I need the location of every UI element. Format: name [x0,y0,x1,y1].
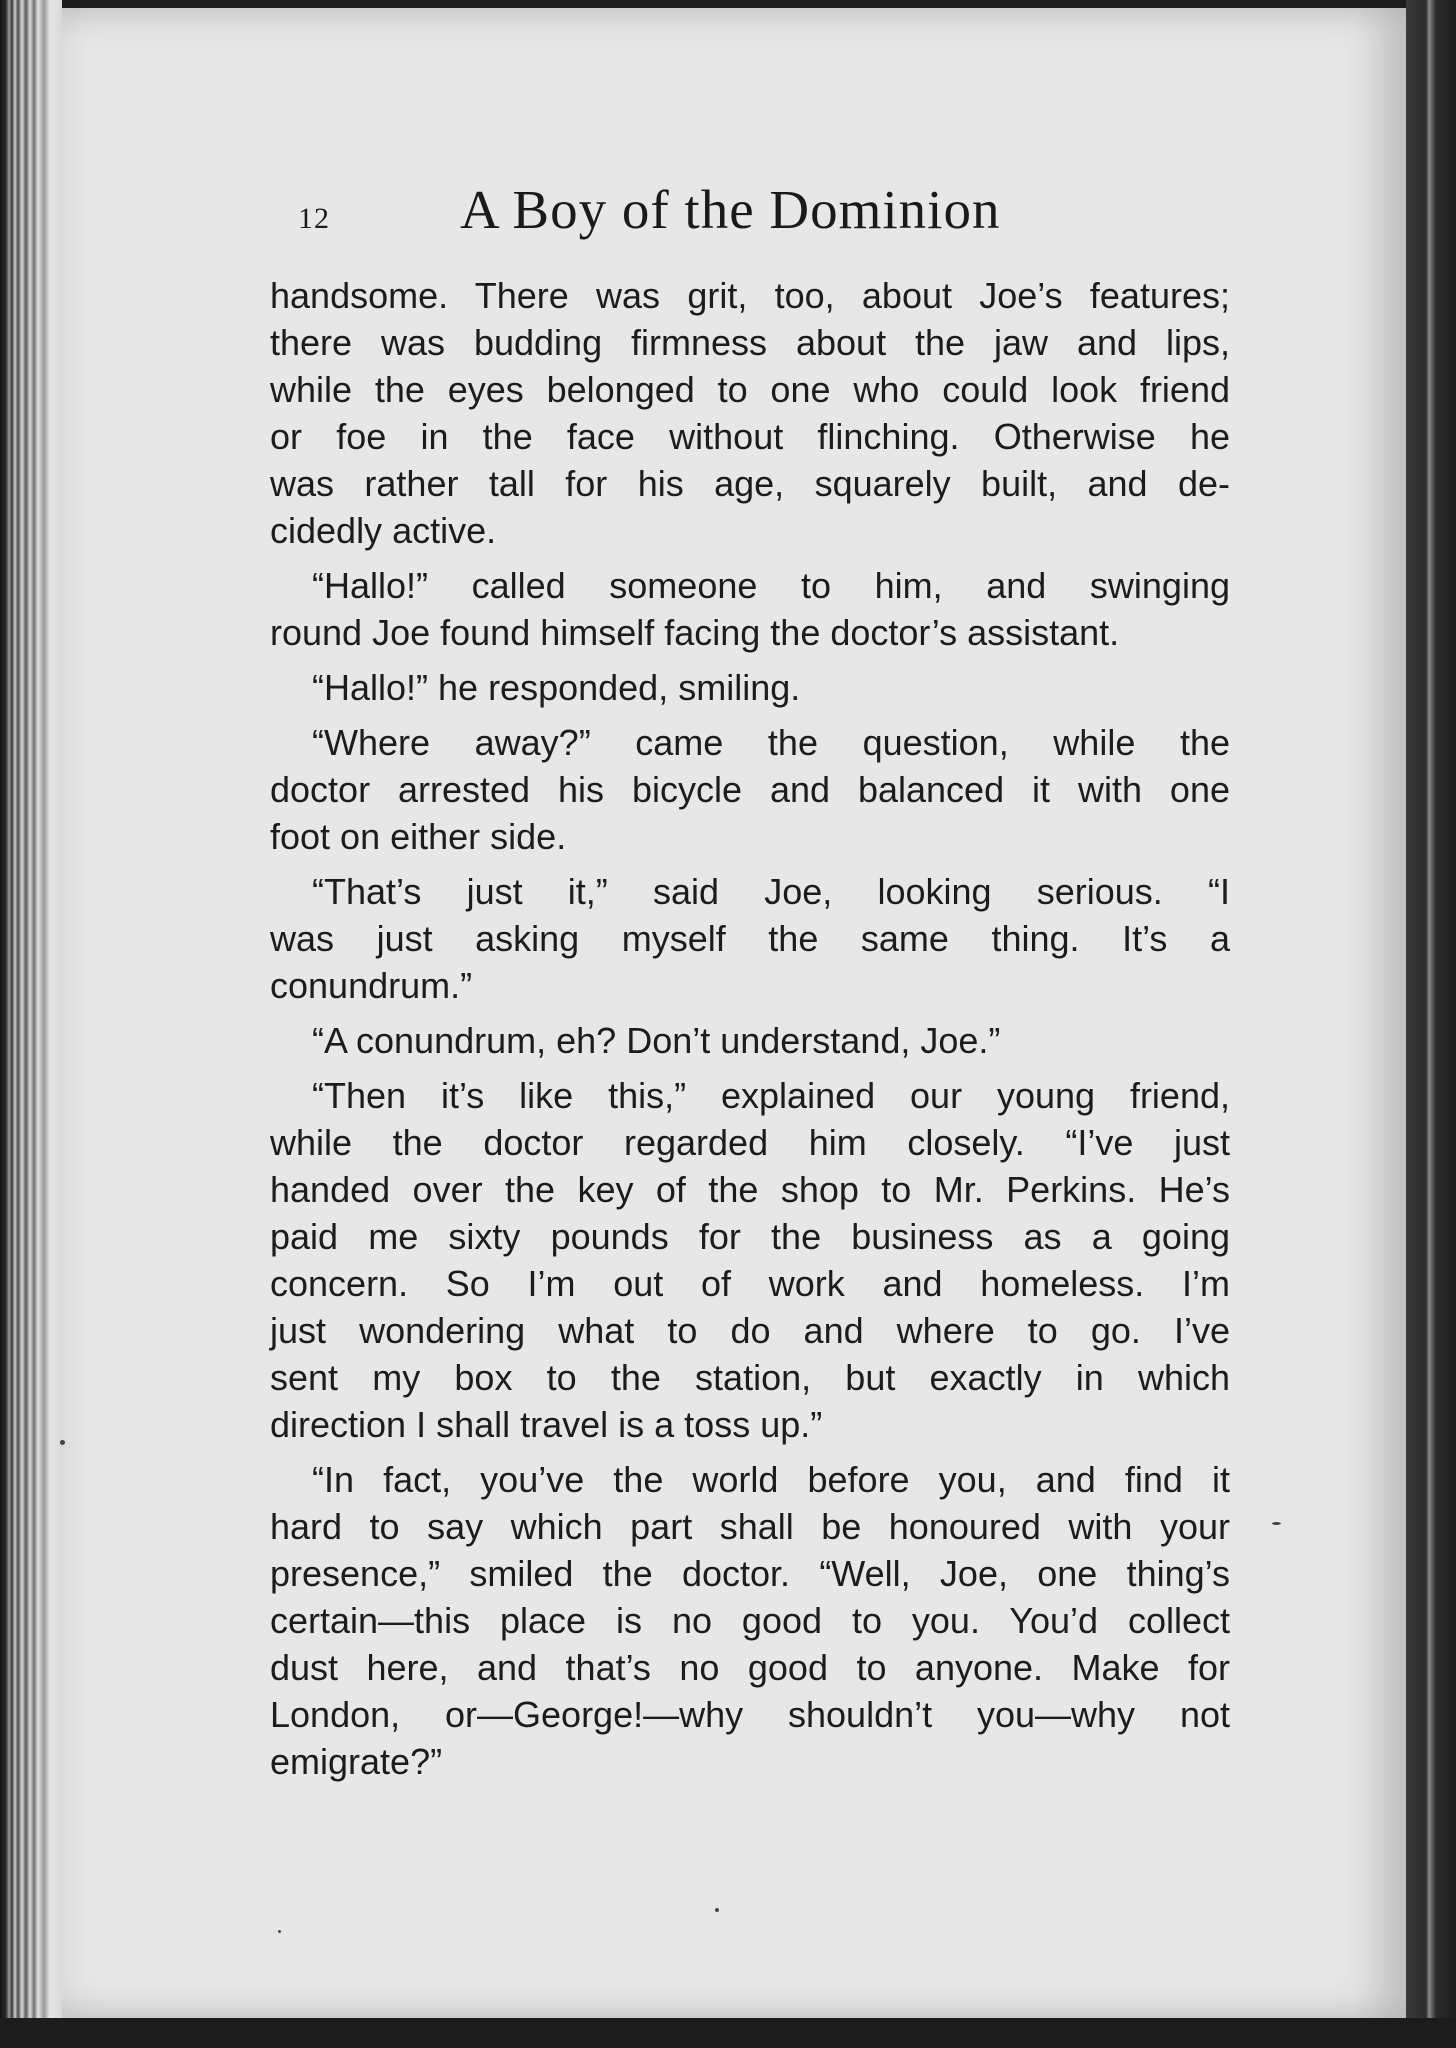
text-line: cidedly active. [270,510,497,551]
text-line: doctor arrested his bicycle and balanced it with one [270,769,1230,810]
text-line: dust here, and that’s no good to anyone. Make for [270,1647,1230,1688]
text-line: “That’s just it,” said Joe, looking serious. “I [312,871,1230,912]
paragraph [270,719,1230,860]
text-line: round Joe found himself facing the doctor’s assistant. [270,612,1120,653]
text-line: certain—this place is no good to you. You’d collect [270,1600,1230,1641]
text-line: while the doctor regarded him closely. “I’ve just [270,1122,1230,1163]
text-line: handed over the key of the shop to Mr. Perkins. He’s [270,1169,1230,1210]
text-line: was just asking myself the same thing. It’s a [270,918,1230,959]
paragraph [270,272,1230,554]
text-line: paid me sixty pounds for the business as a going [270,1216,1230,1257]
dust-speck [60,1440,65,1445]
text-line: or foe in the face without flinching. Otherwise he [270,416,1230,457]
book-right-edge [1406,0,1456,2048]
dust-speck [278,1930,281,1933]
text-line: hard to say which part shall be honoured with your [270,1506,1230,1547]
text-line: “Where away?” came the question, while the [312,722,1230,763]
text-line: foot on either side. [270,816,567,857]
paragraph [270,868,1230,1009]
text-line: there was budding firmness about the jaw and lips, [270,322,1230,363]
text-line: “Then it’s like this,” explained our young friend, [312,1075,1230,1116]
text-line: was rather tall for his age, squarely built, and de- [270,463,1230,504]
text-line: sent my box to the station, but exactly in which [270,1357,1230,1398]
text-line: emigrate?” [270,1741,443,1782]
running-title: A Boy of the Dominion [460,179,1001,240]
page-number: 12 [298,202,330,235]
dust-speck [715,1908,719,1912]
text-line: “A conundrum, eh? Don’t understand, Joe.” [312,1020,1001,1061]
text-line: concern. So I’m out of work and homeless. I’m [270,1263,1230,1304]
dust-speck [1272,1522,1281,1525]
text-line: “Hallo!” called someone to him, and swinging [312,565,1230,606]
paragraph [270,562,1230,656]
text-line: while the eyes belonged to one who could look friend [270,369,1230,410]
paragraph [270,664,1230,711]
text-line: “In fact, you’ve the world before you, and find it [312,1459,1230,1500]
body-text [270,272,1230,1793]
paragraph [270,1456,1230,1785]
book-bottom-edge [0,2018,1456,2048]
text-line: just wondering what to do and where to go. I’ve [270,1310,1230,1351]
paragraph [270,1017,1230,1064]
paragraph [270,1072,1230,1448]
text-line: presence,” smiled the doctor. “Well, Joe, one thing’s [270,1553,1230,1594]
book-spine-edges [0,0,62,2048]
text-line: “Hallo!” he responded, smiling. [312,667,801,708]
text-line: handsome. There was grit, too, about Joe’s features; [270,275,1230,316]
text-line: London, or—George!—why shouldn’t you—why not [270,1694,1230,1735]
page-header [298,178,1088,248]
text-line: direction I shall travel is a toss up.” [270,1404,823,1445]
text-line: conundrum.” [270,965,473,1006]
